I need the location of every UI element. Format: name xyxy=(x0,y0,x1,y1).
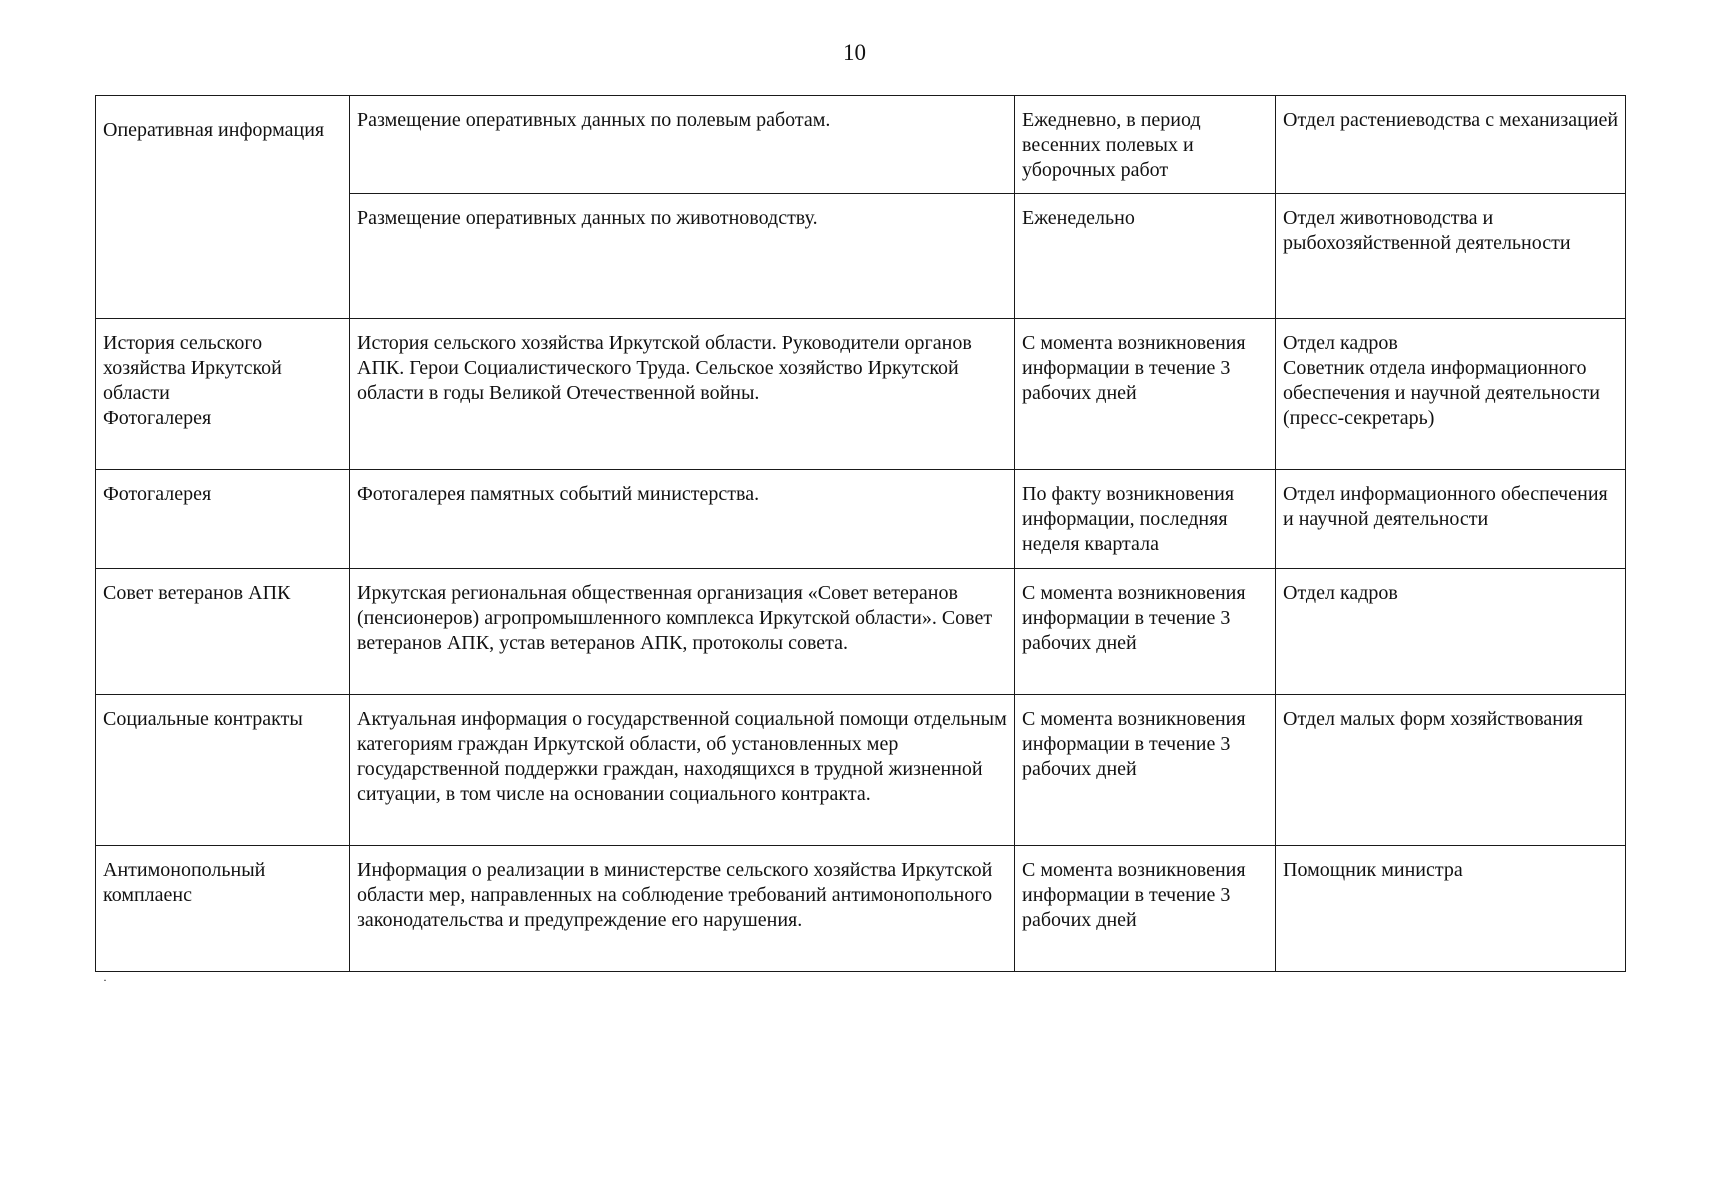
section-cell: Совет ветеранов АПК xyxy=(96,569,350,695)
section-cell: Фотогалерея xyxy=(96,470,350,569)
table-row xyxy=(96,846,1626,972)
responsible-cell: Отдел растениеводства с механизацией xyxy=(1276,96,1626,194)
section-cell: История сельского хозяйства Иркутской области Фотогалерея xyxy=(96,319,350,470)
page-number: 10 xyxy=(843,40,866,65)
period-cell: С момента возникновения информации в течение 3 рабочих дней xyxy=(1015,319,1276,470)
period-cell: Ежедневно, в период весенних полевых и уборочных работ xyxy=(1015,96,1276,194)
content-cell: Актуальная информация о государственной социальной помощи отдельным категориям граждан Иркутской области, об установленных мер государственной поддержки граждан, находящихся в трудной жизненной ситуации, в том числе на основании социального контракта. xyxy=(350,695,1015,846)
content-cell: Иркутская региональная общественная организация «Совет ветеранов (пенсионеров) агропромышленного комплекса Иркутской области». Совет ветеранов АПК, устав ветеранов АПК, протоколы совета. xyxy=(350,569,1015,695)
period-cell: Еженедельно xyxy=(1015,194,1276,319)
responsible-cell: Помощник министра xyxy=(1276,846,1626,972)
responsible-cell: Отдел животноводства и рыбохозяйственной деятельности xyxy=(1276,194,1626,319)
table-row xyxy=(96,319,1626,470)
content-cell: История сельского хозяйства Иркутской области. Руководители органов АПК. Герои Социалистического Труда. Сельское хозяйство Иркутской области в годы Великой Отечественной войны. xyxy=(350,319,1015,470)
content-cell: Размещение оперативных данных по животноводству. xyxy=(350,194,1015,319)
period-cell: С момента возникновения информации в течение 3 рабочих дней xyxy=(1015,695,1276,846)
content-cell: Фотогалерея памятных событий министерства. xyxy=(350,470,1015,569)
period-cell: По факту возникновения информации, последняя неделя квартала xyxy=(1015,470,1276,569)
responsible-cell: Отдел информационного обеспечения и научной деятельности xyxy=(1276,470,1626,569)
responsible-cell: Отдел малых форм хозяйствования xyxy=(1276,695,1626,846)
section-cell: Антимонопольный комплаенс xyxy=(96,846,350,972)
table-row xyxy=(96,470,1626,569)
period-cell: С момента возникновения информации в течение 3 рабочих дней xyxy=(1015,846,1276,972)
content-cell: Размещение оперативных данных по полевым работам. xyxy=(350,96,1015,194)
table-row xyxy=(96,569,1626,695)
responsible-cell: Отдел кадров Советник отдела информационного обеспечения и научной деятельности (пресс-секретарь) xyxy=(1276,319,1626,470)
table-row xyxy=(96,695,1626,846)
information-table xyxy=(95,95,1626,972)
table-row xyxy=(96,96,1626,194)
period-cell: С момента возникновения информации в течение 3 рабочих дней xyxy=(1015,569,1276,695)
section-cell: Оперативная информация xyxy=(96,96,350,319)
responsible-cell: Отдел кадров xyxy=(1276,569,1626,695)
content-cell: Информация о реализации в министерстве сельского хозяйства Иркутской области мер, направленных на соблюдение требований антимонопольного законодательства и предупреждение его нарушения. xyxy=(350,846,1015,972)
section-cell: Социальные контракты xyxy=(96,695,350,846)
scan-speck: · xyxy=(103,973,107,987)
